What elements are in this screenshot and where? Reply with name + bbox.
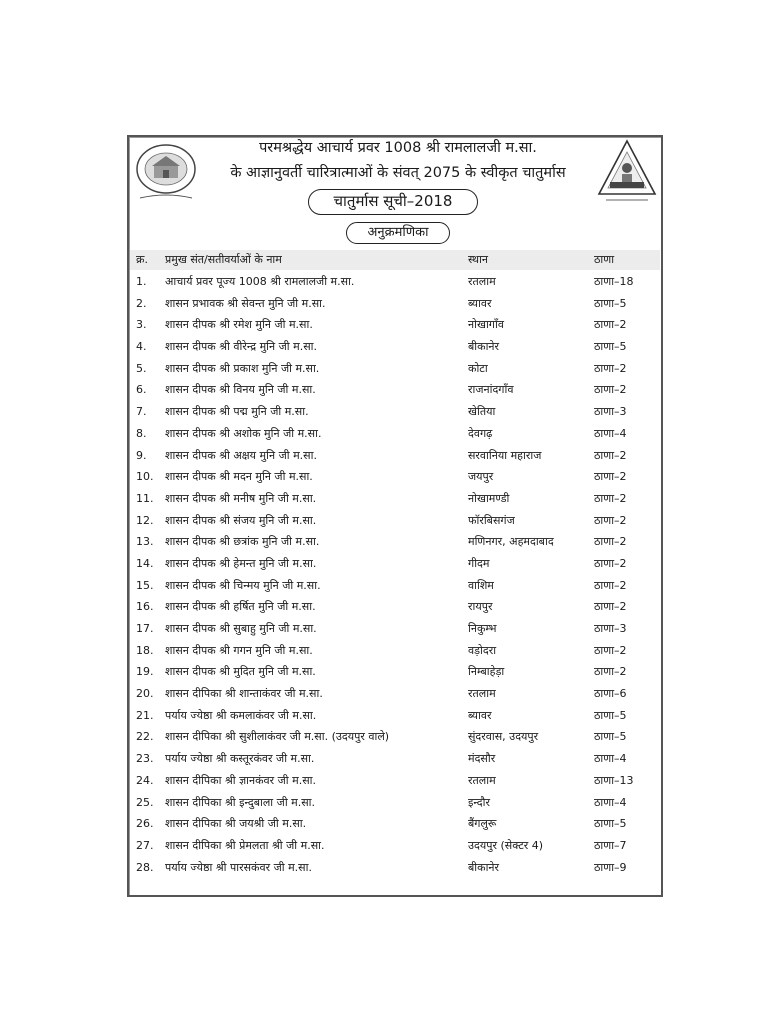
row-name: पर्याय ज्येष्ठा श्री कमलाकंवर जी म.सा. xyxy=(165,708,317,722)
row-number: 26. xyxy=(136,817,154,831)
table-row xyxy=(130,271,660,293)
row-name: शासन दीपक श्री छत्रांक मुनि जी म.सा. xyxy=(165,535,320,549)
row-number: 4. xyxy=(136,340,147,354)
row-number: 23. xyxy=(136,752,154,766)
row-count: ठाणा–9 xyxy=(594,860,627,874)
row-count: ठाणा–6 xyxy=(594,687,627,701)
row-number: 3. xyxy=(136,318,147,332)
table-row xyxy=(130,423,660,445)
table-body xyxy=(130,271,660,878)
row-name: शासन प्रभावक श्री सेवन्त मुनि जी म.सा. xyxy=(165,296,326,310)
row-count: ठाणा–4 xyxy=(594,426,627,440)
column-header-count: ठाणा xyxy=(594,253,615,266)
row-name: शासन दीपक श्री वीरेन्द्र मुनि जी म.सा. xyxy=(165,340,317,354)
row-place: बीकानेर xyxy=(468,860,500,874)
row-name: पर्याय ज्येष्ठा श्री पारसकंवर जी म.सा. xyxy=(165,860,312,874)
row-number: 5. xyxy=(136,361,147,375)
table-row xyxy=(130,640,660,662)
row-place: रायपुर xyxy=(468,600,493,614)
table-row xyxy=(130,618,660,640)
row-count: ठाणा–18 xyxy=(594,275,634,288)
row-name: शासन दीपक श्री हर्षित मुनि जी म.सा. xyxy=(165,600,316,614)
row-number: 6. xyxy=(136,383,147,397)
row-count: ठाणा–4 xyxy=(594,752,627,766)
row-place: खेतिया xyxy=(468,405,496,419)
row-count: ठाणा–2 xyxy=(594,318,627,332)
organization-logo-left xyxy=(134,142,198,204)
row-number: 9. xyxy=(136,448,147,462)
row-number: 27. xyxy=(136,838,154,852)
row-count: ठाणा–7 xyxy=(594,838,627,852)
row-count: ठाणा–3 xyxy=(594,622,627,635)
row-place: रतलाम xyxy=(468,773,496,787)
row-name: शासन दीपिका श्री प्रेमलता श्री जी म.सा. xyxy=(165,838,325,852)
row-place: बैंगलुरू xyxy=(468,817,497,831)
row-name: शासन दीपक श्री संजय मुनि जी म.सा. xyxy=(165,513,317,527)
row-count: ठाणा–2 xyxy=(594,448,627,462)
row-name: शासन दीपिका श्री शान्ताकंवर जी म.सा. xyxy=(165,687,323,701)
row-count: ठाणा–5 xyxy=(594,817,627,831)
table-row xyxy=(130,683,660,705)
row-name: शासन दीपक श्री रमेश मुनि जी म.सा. xyxy=(165,318,313,332)
table-row xyxy=(130,835,660,857)
row-name: शासन दीपिका श्री जयश्री जी म.सा. xyxy=(165,817,307,831)
row-place: मणिनगर, अहमदाबाद xyxy=(468,535,554,549)
row-count: ठाणा–2 xyxy=(594,578,627,592)
row-count: ठाणा–5 xyxy=(594,340,627,354)
row-place: नोखागाँव xyxy=(468,318,504,332)
row-count: ठाणा–5 xyxy=(594,708,627,722)
row-count: ठाणा–5 xyxy=(594,296,627,310)
row-name: शासन दीपक श्री पद्म मुनि जी म.सा. xyxy=(165,405,309,419)
table-row xyxy=(130,445,660,467)
table-row xyxy=(130,661,660,683)
row-number: 15. xyxy=(136,578,154,592)
row-count: ठाणा–2 xyxy=(594,361,627,375)
table-row xyxy=(130,813,660,835)
row-number: 10. xyxy=(136,470,154,484)
table-row xyxy=(130,531,660,553)
organization-logo-right xyxy=(596,138,658,204)
row-place: कोटा xyxy=(468,361,488,375)
column-header-name: प्रमुख संत/सतीवर्याओं के नाम xyxy=(165,253,282,266)
row-place: सुंदरवास, उदयपुर xyxy=(468,730,539,744)
row-count: ठाणा–2 xyxy=(594,535,627,549)
table-row xyxy=(130,705,660,727)
row-place: ब्यावर xyxy=(468,708,492,722)
row-number: 24. xyxy=(136,773,154,787)
table-row xyxy=(130,488,660,510)
table-row xyxy=(130,553,660,575)
row-place: वड़ोदरा xyxy=(468,643,497,657)
page-title-line-2: के आज्ञानुवर्ती चारित्रात्माओं के संवत् 2075 के स्वीकृत चातुर्मास xyxy=(230,165,566,181)
row-count: ठाणा–2 xyxy=(594,665,627,679)
row-number: 16. xyxy=(136,600,154,614)
row-place: फॉरबिसगंज xyxy=(468,513,515,527)
row-place: जयपुर xyxy=(468,470,494,484)
table-row xyxy=(130,596,660,618)
table-row xyxy=(130,379,660,401)
row-place: राजनांदगाँव xyxy=(468,383,514,397)
row-place: वाशिम xyxy=(468,578,494,592)
row-place: नोखामण्डी xyxy=(468,491,510,505)
row-place: देवगढ़ xyxy=(468,426,493,440)
row-name: आचार्य प्रवर पूज्य 1008 श्री रामलालजी म.सा. xyxy=(165,275,355,288)
table-row xyxy=(130,510,660,532)
row-name: पर्याय ज्येष्ठा श्री कस्तूरकंवर जी म.सा. xyxy=(165,752,315,766)
row-number: 13. xyxy=(136,535,154,549)
row-place: गीदम xyxy=(468,556,490,570)
row-number: 17. xyxy=(136,622,154,635)
row-number: 28. xyxy=(136,860,154,874)
page-title-line-1: परमश्रद्धेय आचार्य प्रवर 1008 श्री रामलालजी म.सा. xyxy=(259,140,537,156)
row-name: शासन दीपक श्री मुदित मुनि जी म.सा. xyxy=(165,665,316,679)
table-row xyxy=(130,770,660,792)
row-count: ठाणा–5 xyxy=(594,730,627,744)
table-row xyxy=(130,792,660,814)
row-name: शासन दीपक श्री गगन मुनि जी म.सा. xyxy=(165,643,313,657)
table-row xyxy=(130,466,660,488)
row-place: उदयपुर (सेक्टर 4) xyxy=(468,838,544,852)
table-row xyxy=(130,748,660,770)
row-place: निकुम्भ xyxy=(468,622,497,635)
row-number: 1. xyxy=(136,275,147,288)
table-row xyxy=(130,726,660,748)
row-name: शासन दीपक श्री प्रकाश मुनि जी म.सा. xyxy=(165,361,320,375)
row-name: शासन दीपक श्री सुबाहु मुनि जी म.सा. xyxy=(165,622,317,635)
list-title-badge: चातुर्मास सूची–2018 xyxy=(308,189,478,215)
row-name: शासन दीपिका श्री इन्दुबाला जी म.सा. xyxy=(165,795,316,809)
row-count: ठाणा–2 xyxy=(594,513,627,527)
row-name: शासन दीपक श्री अक्षय मुनि जी म.सा. xyxy=(165,448,317,462)
row-number: 12. xyxy=(136,513,154,527)
row-count: ठाणा–2 xyxy=(594,643,627,657)
row-number: 8. xyxy=(136,426,147,440)
row-number: 20. xyxy=(136,687,154,701)
row-place: इन्दौर xyxy=(468,795,490,809)
row-place: बीकानेर xyxy=(468,340,500,354)
table-row xyxy=(130,575,660,597)
row-place: सरवानिया महाराज xyxy=(468,448,542,462)
table-header xyxy=(130,250,660,270)
row-number: 18. xyxy=(136,643,154,657)
row-count: ठाणा–3 xyxy=(594,405,627,419)
row-name: शासन दीपिका श्री ज्ञानकंवर जी म.सा. xyxy=(165,773,317,787)
row-place: ब्यावर xyxy=(468,296,492,310)
row-place: मंदसौर xyxy=(468,752,496,766)
row-number: 21. xyxy=(136,708,154,722)
table-row xyxy=(130,293,660,315)
row-name: शासन दीपक श्री अशोक मुनि जी म.सा. xyxy=(165,426,322,440)
row-name: शासन दीपिका श्री सुशीलाकंवर जी म.सा. (उदयपुर वाले) xyxy=(165,730,390,744)
table-row xyxy=(130,314,660,336)
row-count: ठाणा–2 xyxy=(594,491,627,505)
column-header-no: क्र. xyxy=(136,253,148,266)
row-count: ठाणा–2 xyxy=(594,383,627,397)
row-count: ठाणा–2 xyxy=(594,556,627,570)
row-number: 11. xyxy=(136,491,154,505)
row-number: 25. xyxy=(136,795,154,809)
row-name: शासन दीपक श्री विनय मुनि जी म.सा. xyxy=(165,383,316,397)
table-row xyxy=(130,857,660,879)
row-name: शासन दीपक श्री मदन मुनि जी म.सा. xyxy=(165,470,313,484)
index-label-badge: अनुक्रमणिका xyxy=(346,222,450,244)
column-header-place: स्थान xyxy=(468,253,489,266)
row-count: ठाणा–2 xyxy=(594,470,627,484)
row-place: रतलाम xyxy=(468,275,496,288)
row-name: शासन दीपक श्री हेमन्त मुनि जी म.सा. xyxy=(165,556,317,570)
row-number: 14. xyxy=(136,556,154,570)
table-row xyxy=(130,401,660,423)
row-count: ठाणा–13 xyxy=(594,773,634,787)
row-count: ठाणा–4 xyxy=(594,795,627,809)
row-place: रतलाम xyxy=(468,687,496,701)
row-number: 22. xyxy=(136,730,154,744)
row-name: शासन दीपक श्री मनीष मुनि जी म.सा. xyxy=(165,491,317,505)
row-place: निम्बाहेड़ा xyxy=(468,665,505,679)
table-row xyxy=(130,336,660,358)
row-name: शासन दीपक श्री चिन्मय मुनि जी म.सा. xyxy=(165,578,321,592)
row-count: ठाणा–2 xyxy=(594,600,627,614)
table-row xyxy=(130,358,660,380)
row-number: 19. xyxy=(136,665,154,679)
row-number: 2. xyxy=(136,296,147,310)
row-number: 7. xyxy=(136,405,147,419)
